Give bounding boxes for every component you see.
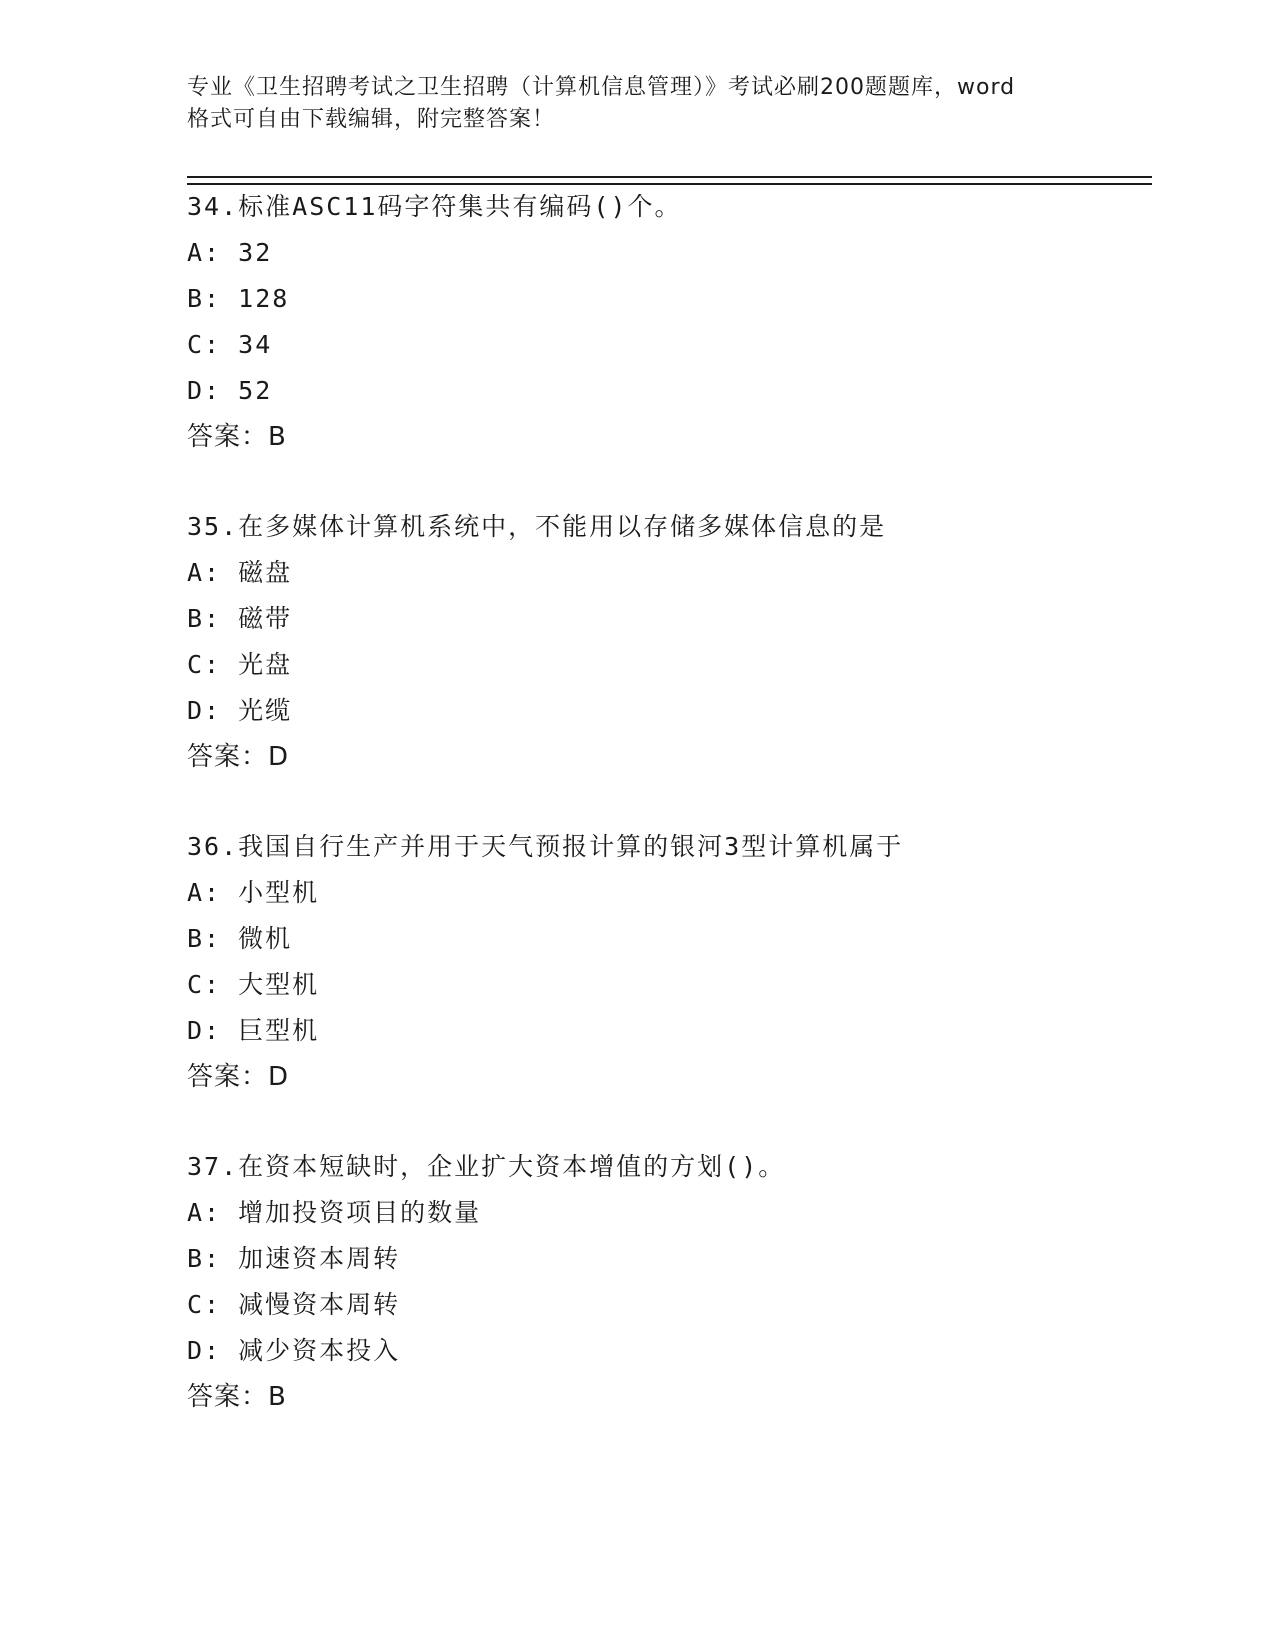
option-a: A: 小型机 [187, 878, 320, 907]
option-b: B: 微机 [187, 924, 293, 953]
question-block [187, 184, 1147, 460]
header-line-1: 专业《卫生招聘考试之卫生招聘（计算机信息管理）》考试必刷200题题库，word [187, 75, 1016, 100]
option-d: D: 巨型机 [187, 1016, 320, 1045]
header-line-2: 格式可自由下载编辑，附完整答案！ [187, 107, 556, 132]
answer: 答案：D [187, 1062, 290, 1092]
option-c: C: 大型机 [187, 970, 320, 999]
question-text: 35.在多媒体计算机系统中，不能用以存储多媒体信息的是 [187, 512, 887, 541]
option-d: D: 光缆 [187, 696, 293, 725]
option-c: C: 光盘 [187, 650, 293, 679]
option-c: C: 34 [187, 330, 273, 359]
answer: 答案：B [187, 1382, 287, 1412]
answer: 答案：B [187, 422, 287, 452]
question-block [187, 824, 1147, 1100]
option-b: B: 加速资本周转 [187, 1244, 401, 1273]
question-text: 37.在资本短缺时，企业扩大资本增值的方划()。 [187, 1152, 786, 1181]
option-a: A: 32 [187, 238, 273, 267]
option-b: B: 128 [187, 284, 290, 313]
question-text: 36.我国自行生产并用于天气预报计算的银河3型计算机属于 [187, 832, 904, 861]
question-text: 34.标准ASC11码字符集共有编码()个。 [187, 192, 682, 221]
option-c: C: 减慢资本周转 [187, 1290, 401, 1319]
header-divider-top [187, 176, 1152, 178]
document-header [187, 72, 1087, 136]
question-block [187, 1144, 1147, 1420]
option-d: D: 减少资本投入 [187, 1336, 401, 1365]
option-a: A: 增加投资项目的数量 [187, 1198, 482, 1227]
answer: 答案：D [187, 742, 290, 772]
question-block [187, 504, 1147, 780]
option-d: D: 52 [187, 376, 273, 405]
option-a: A: 磁盘 [187, 558, 293, 587]
option-b: B: 磁带 [187, 604, 293, 633]
